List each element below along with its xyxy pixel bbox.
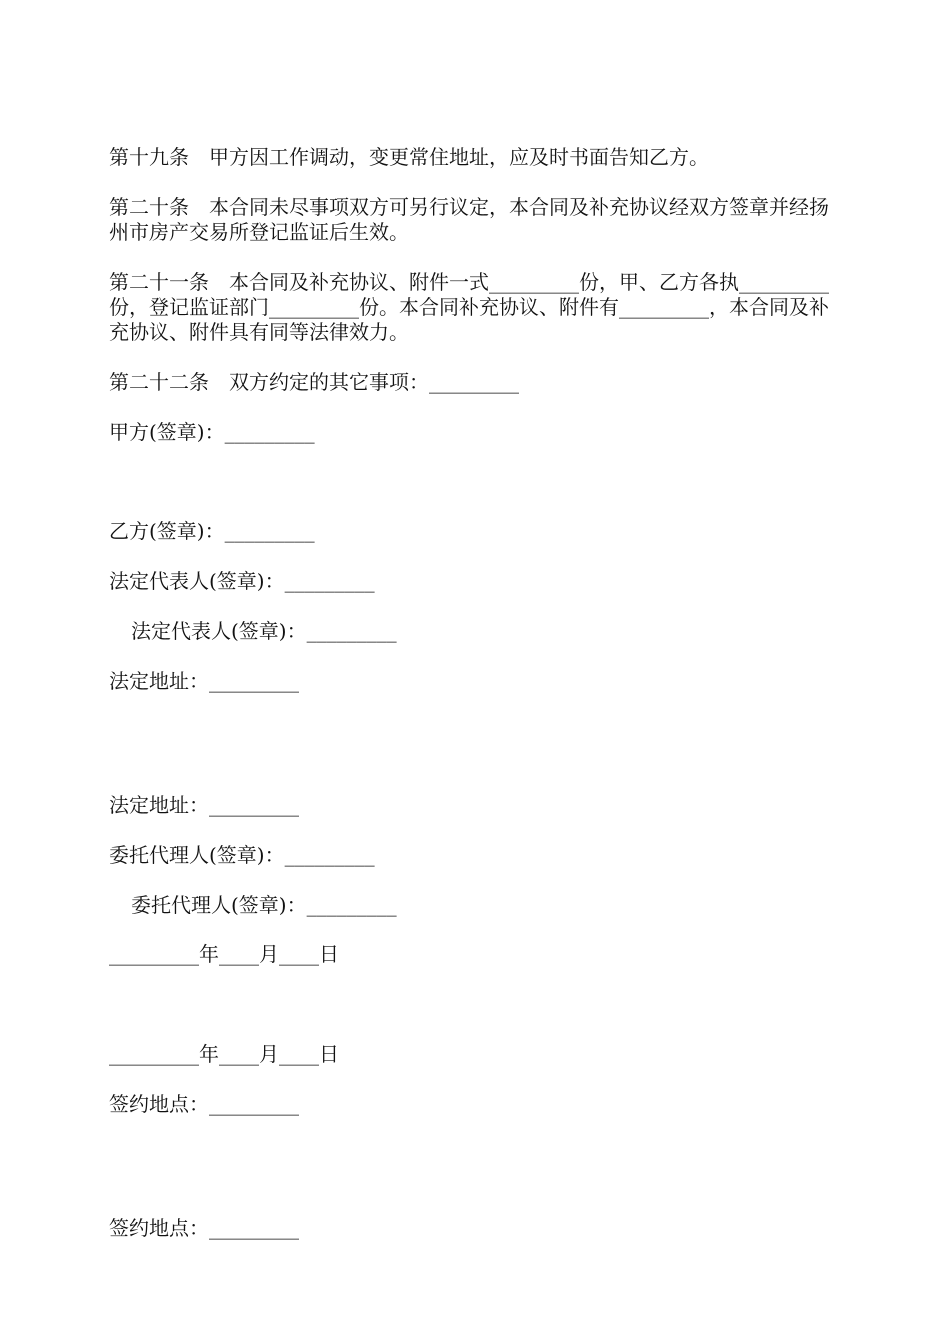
party-a-signature: 甲方(签章)：_________	[109, 420, 315, 444]
signing-place-1: 签约地点：_________	[109, 1092, 299, 1116]
clause-22: 第二十二条 双方约定的其它事项：_________	[109, 370, 519, 394]
legal-representative-1: 法定代表人(签章)：_________	[109, 569, 375, 593]
legal-address-2: 法定地址：_________	[109, 793, 299, 817]
clause-20: 第二十条 本合同未尽事项双方可另行议定，本合同及补充协议经双方签章并经扬州市房产交易所登记监证后生效。	[109, 195, 829, 244]
clause-19: 第十九条 甲方因工作调动，变更常住地址，应及时书面告知乙方。	[109, 145, 709, 169]
legal-address-1: 法定地址：_________	[109, 669, 299, 693]
date-line-1: _________年____月____日	[109, 942, 339, 966]
party-b-signature: 乙方(签章)：_________	[109, 519, 315, 543]
legal-representative-2: 法定代表人(签章)：_________	[131, 619, 397, 643]
date-line-2: _________年____月____日	[109, 1042, 339, 1066]
agent-signature-2: 委托代理人(签章)：_________	[131, 893, 397, 917]
agent-signature-1: 委托代理人(签章)：_________	[109, 843, 375, 867]
signing-place-2: 签约地点：_________	[109, 1216, 299, 1240]
clause-21: 第二十一条 本合同及补充协议、附件一式_________份，甲、乙方各执_________份，登记监证部门_________份。本合同补充协议、附件有_________，本合同及补充协议、附件具有同等法律效力。	[109, 270, 829, 344]
